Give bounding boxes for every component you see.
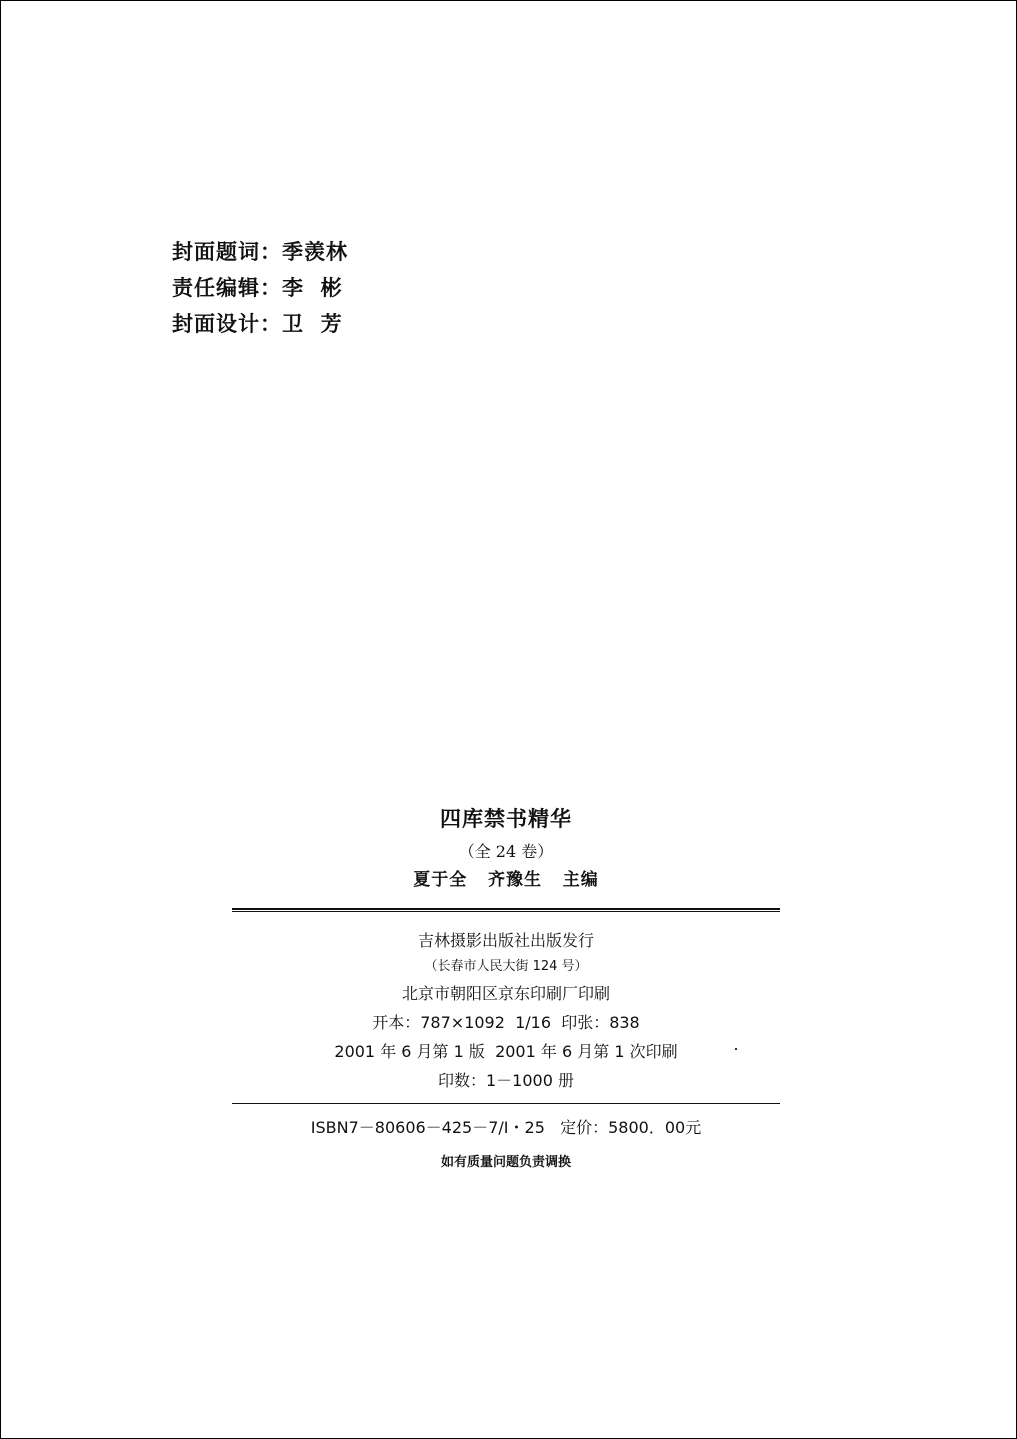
cover-inscription-credit: 封面题词：季羡林 xyxy=(172,240,348,264)
isbn-price-line: ISBN7－80606－425－7/I・25 定价：5800．00元 xyxy=(310,1118,702,1137)
single-rule-divider xyxy=(232,1103,780,1104)
book-title: 四库禁书精华 xyxy=(440,807,572,831)
edition-line: 2001 年 6 月第 1 版 2001 年 6 月第 1 次印刷 xyxy=(334,1042,678,1061)
volume-count: （全 24 卷） xyxy=(458,842,554,861)
copyright-block xyxy=(232,802,780,1178)
double-rule-divider xyxy=(232,908,780,912)
cover-design-credit: 封面设计：卫 芳 xyxy=(172,312,343,336)
format-line: 开本：787×1092 1/16 印张：838 xyxy=(372,1013,640,1032)
quality-notice: 如有质量问题负责调换 xyxy=(440,1155,571,1170)
scan-speck xyxy=(735,1048,737,1050)
publisher-address: （长春市人民大街 124 号） xyxy=(424,959,588,974)
chief-editors: 夏于全 齐豫生 主编 xyxy=(413,870,599,890)
publisher-line: 吉林摄影出版社出版发行 xyxy=(417,931,594,950)
credits-block xyxy=(172,234,348,342)
printer-line: 北京市朝阳区京东印刷厂印刷 xyxy=(401,984,610,1003)
responsible-editor-credit: 责任编辑：李 彬 xyxy=(172,276,343,300)
print-run-line: 印数：1－1000 册 xyxy=(438,1071,574,1090)
